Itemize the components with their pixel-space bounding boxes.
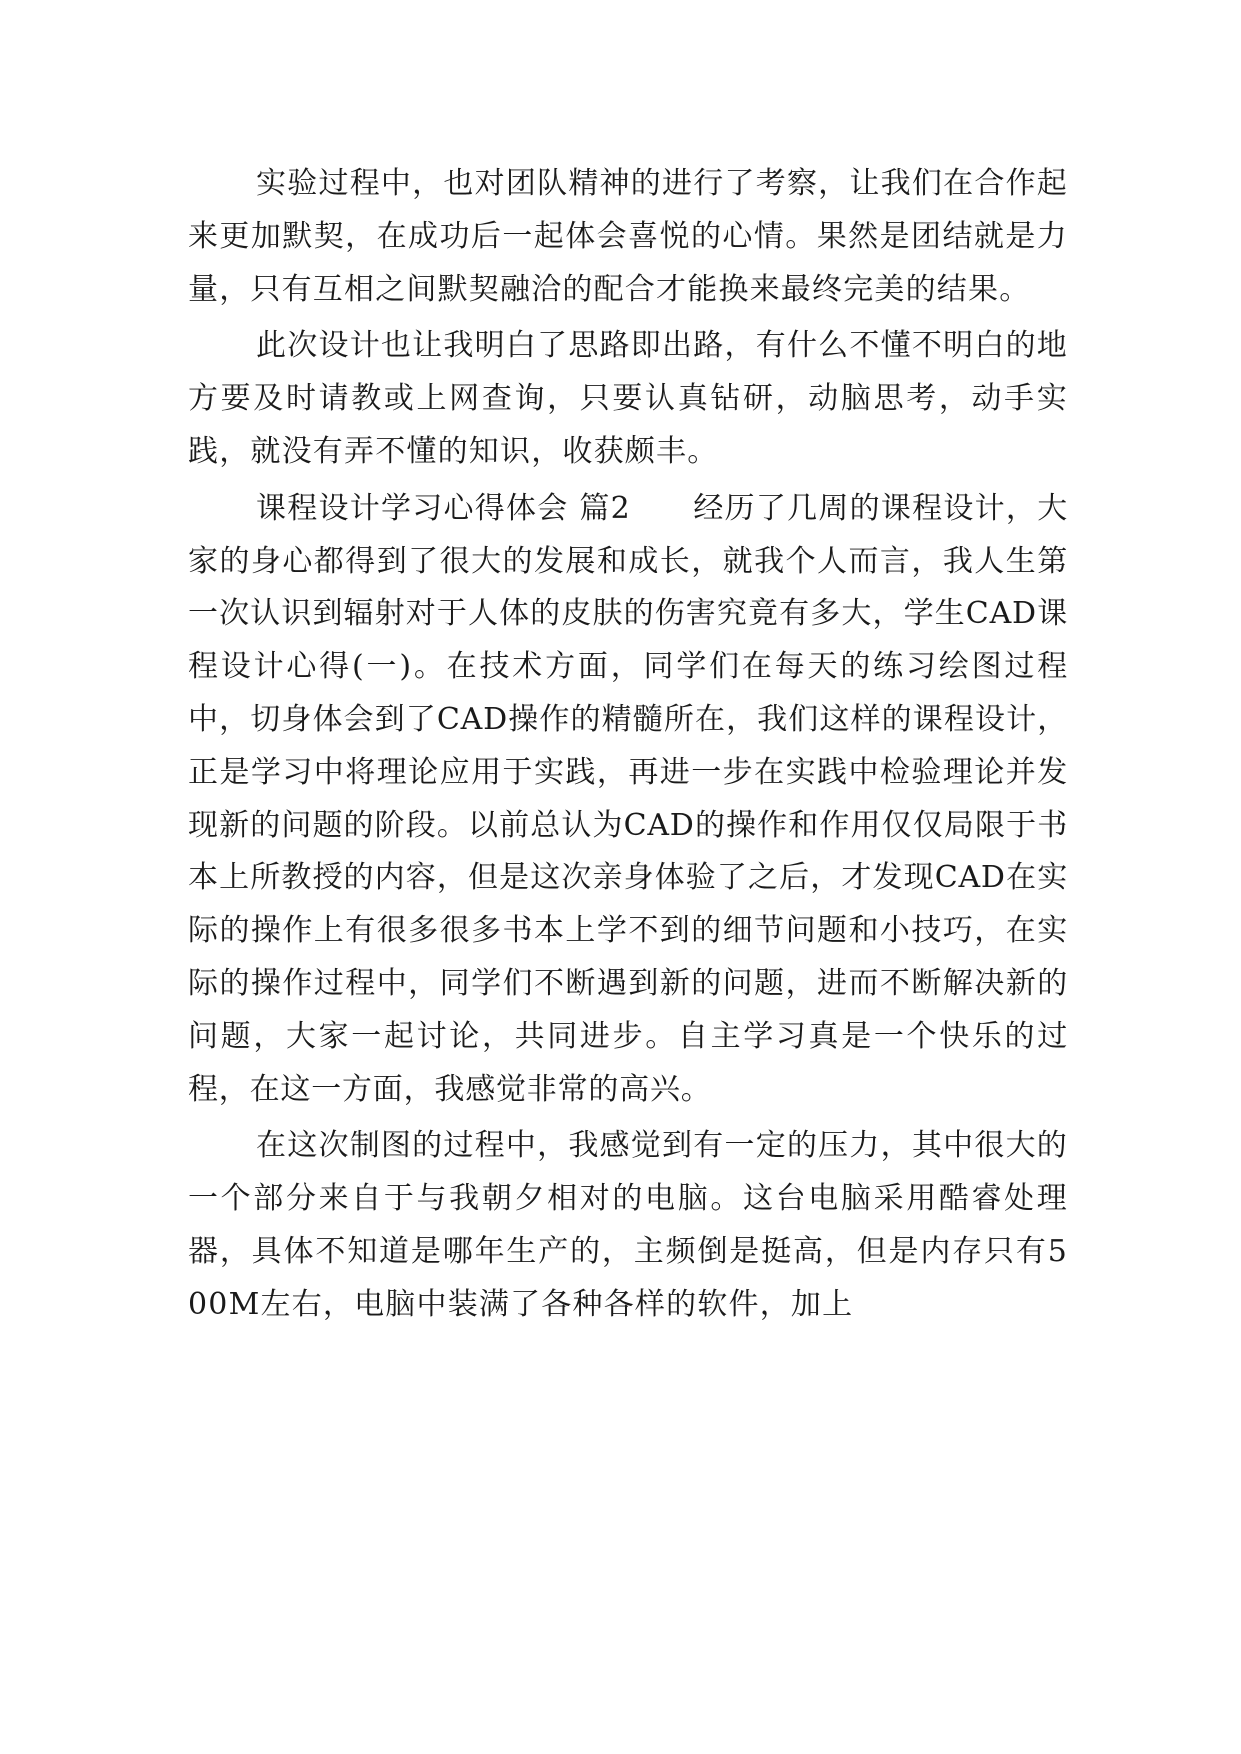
paragraph-design-lesson: 此次设计也让我明白了思路即出路，有什么不懂不明白的地方要及时请教或上网查询，只要认真钻研，动脑思考，动手实践，就没有弄不懂的知识，收获颇丰。 [188,328,1068,469]
paragraph-drawing-pressure: 在这次制图的过程中，我感觉到有一定的压力，其中很大的一个部分来自于与我朝夕相对的电脑。这台电脑采用酷睿处理器，具体不知道是哪年生产的，主频倒是挺高，但是内存只有500M左右，电脑中装满了各种各样的软件，加上 [188,1128,1068,1322]
document-body [188,158,1068,1336]
paragraph-teamwork: 实验过程中，也对团队精神的进行了考察，让我们在合作起来更加默契，在成功后一起体会喜悦的心情。果然是团结就是力量，只有互相之间默契融洽的配合才能换来最终完美的结果。 [188,166,1068,307]
paragraph-course-design-part-2: 课程设计学习心得体会 篇2 经历了几周的课程设计，大家的身心都得到了很大的发展和成长，就我个人而言，我人生第一次认识到辐射对于人体的皮肤的伤害究竟有多大，学生CAD课程设计心得(一)。在技术方面，同学们在每天的练习绘图过程中，切身体会到了CAD操作的精髓所在，我们这样的课程设计，正是学习中将理论应用于实践，再进一步在实践中检验理论并发现新的问题的阶段。以前总认为CAD的操作和作用仅仅局限于书本上所教授的内容，但是这次亲身体验了之后，才发现CAD在实际的操作上有很多很多书本上学不到的细节问题和小技巧，在实际的操作过程中，同学们不断遇到新的问题，进而不断解决新的问题，大家一起讨论，共同进步。自主学习真是一个快乐的过程，在这一方面，我感觉非常的高兴。 [188,490,1068,1107]
